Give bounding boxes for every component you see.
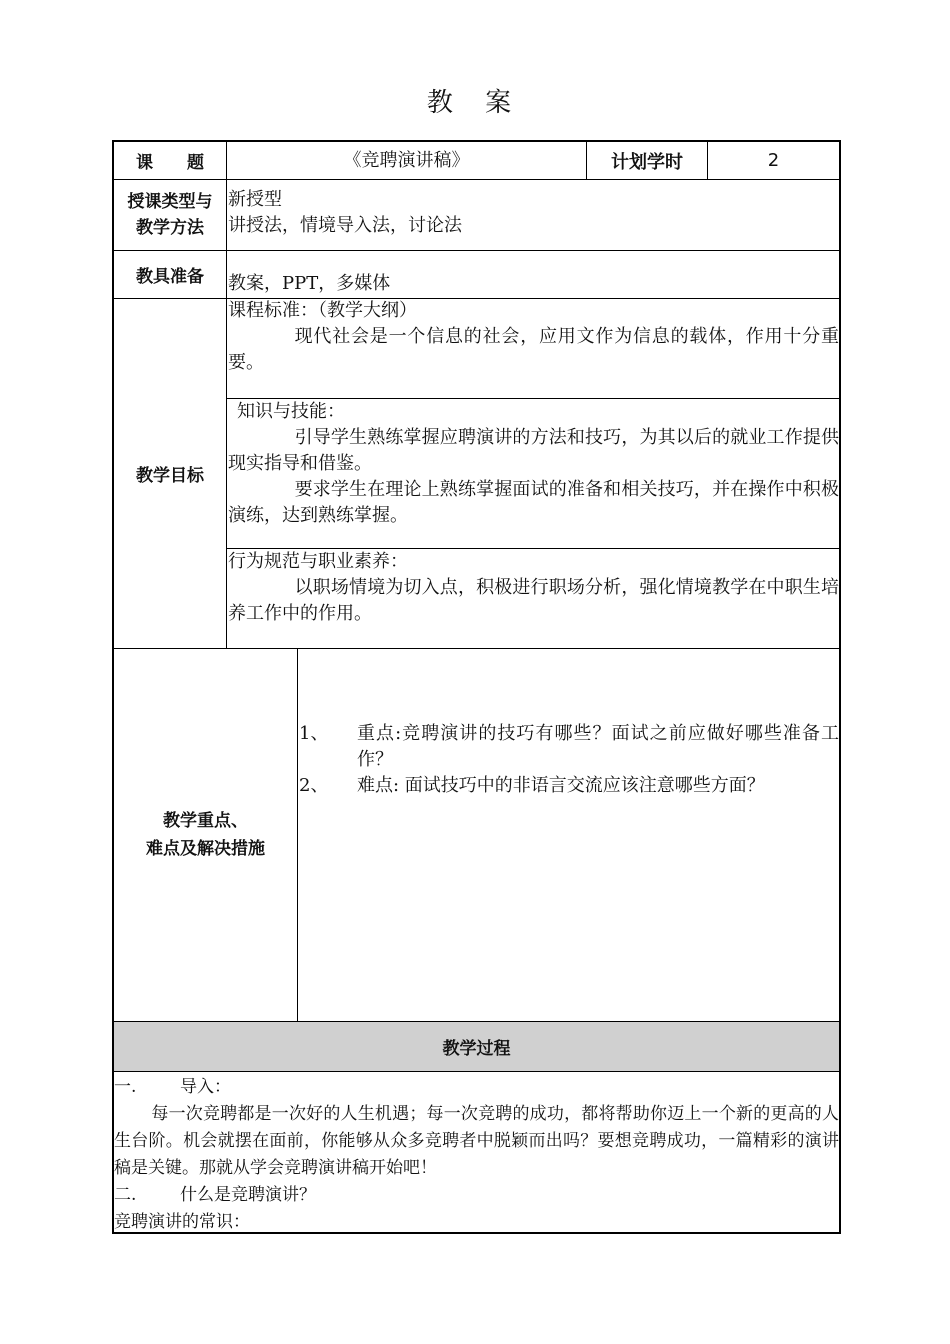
key-point-text: 重点:竞聘演讲的技巧有哪些？面试之前应做好哪些准备工作？ <box>357 723 839 770</box>
key-point-item <box>299 773 839 799</box>
planned-hours-label: 计划学时 <box>611 151 683 173</box>
key-point-item <box>299 721 839 773</box>
lesson-type-label-line1: 授课类型与 <box>127 192 213 212</box>
knowledge-skills-block <box>228 399 839 529</box>
knowledge-skills-heading: 知识与技能： <box>237 401 345 422</box>
process-section-1-title: 导入： <box>180 1077 231 1097</box>
key-point-number: 2、 <box>299 775 329 796</box>
key-points-label-line2: 难点及解决措施 <box>146 839 265 859</box>
knowledge-skills-paragraph-2: 要求学生在理论上熟练掌握面试的准备和相关技巧，并在操作中积极演练，达到熟练掌握。 <box>228 479 839 526</box>
lesson-type-label <box>114 180 226 250</box>
course-standard-text: 现代社会是一个信息的社会，应用文作为信息的载体，作用十分重要。 <box>228 326 839 373</box>
row-separator <box>112 1071 841 1072</box>
process-section-2-title: 什么是竞聘演讲？ <box>180 1185 316 1205</box>
topic-label: 课 题 <box>136 153 204 173</box>
lesson-type-value <box>228 187 836 239</box>
key-points-label <box>114 649 297 1021</box>
conduct-heading: 行为规范与职业素养： <box>228 551 408 572</box>
column-separator <box>297 648 298 1021</box>
key-point-text: 难点: 面试技巧中的非语言交流应该注意哪些方面？ <box>357 775 765 796</box>
teaching-tools-value: 教案，PPT，多媒体 <box>228 273 391 294</box>
conduct-text: 以职场情境为切入点，积极进行职场分析，强化情境教学在中职生培养工作中的作用。 <box>228 577 839 624</box>
table-border-right <box>839 140 841 1234</box>
knowledge-skills-paragraph-1: 引导学生熟练掌握应聘演讲的方法和技巧，为其以后的就业工作提供现实指导和借鉴。 <box>228 427 839 474</box>
process-section-1-text: 每一次竞聘都是一次好的人生机遇；每一次竞聘的成功，都将帮助你迈上一个新的更高的人生台阶。机会就摆在面前，你能够从众多竞聘者中脱颖而出吗？要想竞聘成功，一篇精彩的演讲稿是关键。那就从学会竞聘演讲稿开始吧！ <box>114 1104 839 1178</box>
column-separator <box>226 140 227 648</box>
process-section-1-heading <box>114 1074 839 1101</box>
process-section-2-heading <box>114 1182 839 1209</box>
key-point-number: 1、 <box>299 723 329 744</box>
document-title: 教 案 <box>426 88 524 118</box>
conduct-block <box>228 549 839 627</box>
teaching-process-heading: 教学过程 <box>114 1022 839 1071</box>
key-points-label-line1: 教学重点、 <box>163 811 248 831</box>
teaching-tools-label: 教具准备 <box>136 267 204 287</box>
process-section-2-number: 二. <box>114 1185 137 1205</box>
planned-hours-value: 2 <box>767 150 780 171</box>
lesson-type: 新授型 <box>228 189 282 210</box>
teaching-methods: 讲授法，情境导入法，讨论法 <box>228 215 462 236</box>
course-standard-block <box>228 298 839 376</box>
teaching-process-content <box>114 1074 839 1236</box>
process-section-1-number: 一. <box>114 1077 137 1097</box>
key-points-list <box>299 721 839 799</box>
topic-value: 《竞聘演讲稿》 <box>343 149 470 171</box>
course-standard-heading: 课程标准：（教学大纲） <box>228 300 417 321</box>
lesson-type-label-line2: 教学方法 <box>136 218 204 238</box>
process-section-2-subheading: 竞聘演讲的常识： <box>114 1212 250 1232</box>
teaching-goals-label: 教学目标 <box>136 466 204 486</box>
